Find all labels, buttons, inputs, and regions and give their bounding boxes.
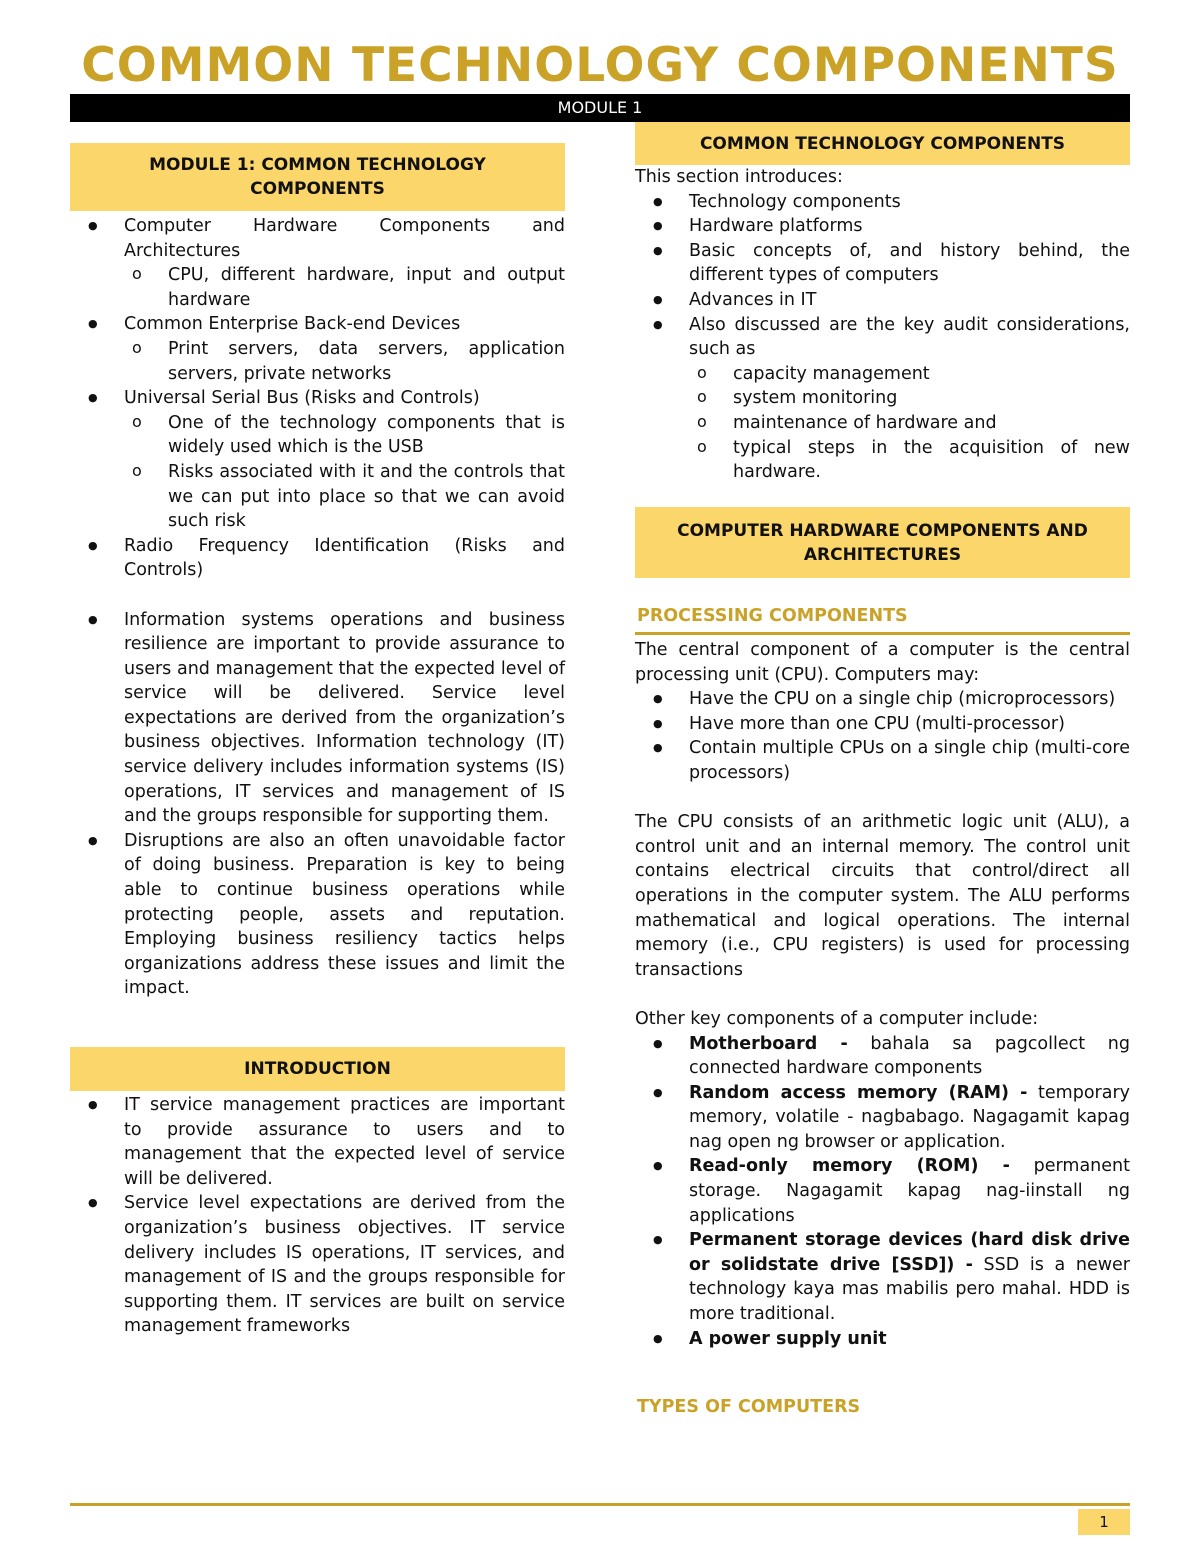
list-item: ● Technology components <box>635 190 1130 215</box>
definition: SSD is a newer technology kaya mas mabilis pero mahal. HDD is more traditional. <box>689 1254 1131 1325</box>
list-item: ● Service level expectations are derived from the organization’s business objectives. IT service delivery includes IS operations, IT services, and management of IS and the groups responsible for supporting them. IT services are built on service management frameworks <box>70 1191 565 1339</box>
module-overview-list <box>70 214 565 1001</box>
introduction-header-box <box>70 1047 565 1091</box>
list-item <box>635 1081 1130 1155</box>
term: Motherboard - <box>689 1033 848 1054</box>
processing-components-heading: PROCESSING COMPONENTS <box>637 606 908 626</box>
footer-rule <box>70 1503 1130 1506</box>
list-item: ● Computer Hardware Components and Architectures <box>70 214 565 263</box>
list-item <box>635 1032 1130 1081</box>
types-of-computers-heading: TYPES OF COMPUTERS <box>637 1397 861 1417</box>
list-item: ● Have more than one CPU (multi-processor) <box>635 712 1130 737</box>
sub-list-item: o Print servers, data servers, application servers, private networks <box>70 337 565 386</box>
definition: permanent storage. Nagagamit kapag nag-iinstall ng applications <box>689 1156 1130 1226</box>
module-header-box <box>70 143 565 211</box>
paragraph: Other key components of a computer include: <box>635 1008 1039 1029</box>
sub-list-item: o capacity management <box>635 362 1130 387</box>
list-item <box>635 1228 1130 1326</box>
term: A power supply unit <box>689 1328 887 1349</box>
hardware-header-line2: ARCHITECTURES <box>803 544 962 565</box>
list-item <box>635 1154 1130 1228</box>
list-item: ● Contain multiple CPUs on a single chip (multi-core processors) <box>635 736 1130 785</box>
module-header-line1: MODULE 1: COMMON TECHNOLOGY <box>149 155 486 175</box>
definition: bahala sa pagcollect ng connected hardware components <box>689 1033 1130 1079</box>
list-item: ● Hardware platforms <box>635 214 1130 239</box>
sub-list-item: o CPU, different hardware, input and output hardware <box>70 263 565 312</box>
spacer <box>635 786 1130 811</box>
module-bar: MODULE 1 <box>70 94 1130 122</box>
list-item <box>635 1327 1130 1352</box>
hardware-header-line1: COMPUTER HARDWARE COMPONENTS AND <box>677 520 1088 541</box>
sub-list-item: o One of the technology components that is widely used which is the USB <box>70 411 565 460</box>
module-header-line2: COMPONENTS <box>250 179 385 199</box>
page-number: 1 <box>1078 1509 1130 1535</box>
spacer <box>70 583 565 608</box>
introduction-header: INTRODUCTION <box>244 1059 391 1079</box>
sub-list-item: o Risks associated with it and the controls that we can put into place so that we can avoid such risk <box>70 460 565 534</box>
list-item: ● Disruptions are also an often unavoidable factor of doing business. Preparation is key to being able to continue business operations while protecting people, assets and reputation. Employing business resiliency tactics helps organizations address these issues and limit the impact. <box>70 829 565 1001</box>
list-item: ● Also discussed are the key audit considerations, such as <box>635 313 1130 362</box>
sub-list-item: o typical steps in the acquisition of new hardware. <box>635 436 1130 485</box>
term: Random access memory (RAM) - <box>689 1082 1028 1103</box>
term: Permanent storage devices (hard disk drive or solidstate drive [SSD]) - <box>689 1230 1130 1275</box>
list-item: ● Information systems operations and business resilience are important to provide assurance to users and management that the expected level of service will be delivered. Service level expectations are derived from the organization’s business objectives. Information technology (IT) service delivery includes information systems (IS) operations, IT services and management of IS and the groups responsible for supporting them. <box>70 608 565 829</box>
section-underline <box>635 632 1130 635</box>
introduction-list <box>70 1093 565 1339</box>
list-item: ● Radio Frequency Identification (Risks and Controls) <box>70 534 565 583</box>
term: Read-only memory (ROM) - <box>689 1156 1010 1177</box>
intro-text: This section introduces: <box>635 167 843 187</box>
hardware-header-box <box>635 507 1130 578</box>
list-item: ● Basic concepts of, and history behind, the different types of computers <box>635 239 1130 288</box>
definition: temporary memory, volatile - nagbabago. Nagagamit kapag nag open ng browser or application. <box>689 1082 1131 1152</box>
list-item: ● IT service management practices are important to provide assurance to users and to management that the expected level of service will be delivered. <box>70 1093 565 1191</box>
sub-list-item: o maintenance of hardware and <box>635 411 1130 436</box>
section-header: COMMON TECHNOLOGY COMPONENTS <box>699 133 1066 154</box>
paragraph: The central component of a computer is the central processing unit (CPU). Computers may: <box>635 640 1130 685</box>
section-intro <box>635 165 1130 485</box>
spacer <box>635 982 1130 1007</box>
paragraph: The CPU consists of an arithmetic logic unit (ALU), a control unit and an internal memory. The control unit contains electrical circuits that control/direct all operations in the computer system. The ALU performs mathematical and logical operations. The internal memory (i.e., CPU registers) is used for processing transactions <box>635 812 1130 980</box>
list-item: ● Have the CPU on a single chip (microprocessors) <box>635 687 1130 712</box>
section-header-box <box>635 122 1130 165</box>
processing-components-body <box>635 638 1130 1351</box>
document-title: COMMON TECHNOLOGY COMPONENTS <box>81 38 1119 93</box>
list-item: ● Advances in IT <box>635 288 1130 313</box>
list-item: ● Universal Serial Bus (Risks and Controls) <box>70 386 565 411</box>
list-item: ● Common Enterprise Back-end Devices <box>70 312 565 337</box>
sub-list-item: o system monitoring <box>635 386 1130 411</box>
